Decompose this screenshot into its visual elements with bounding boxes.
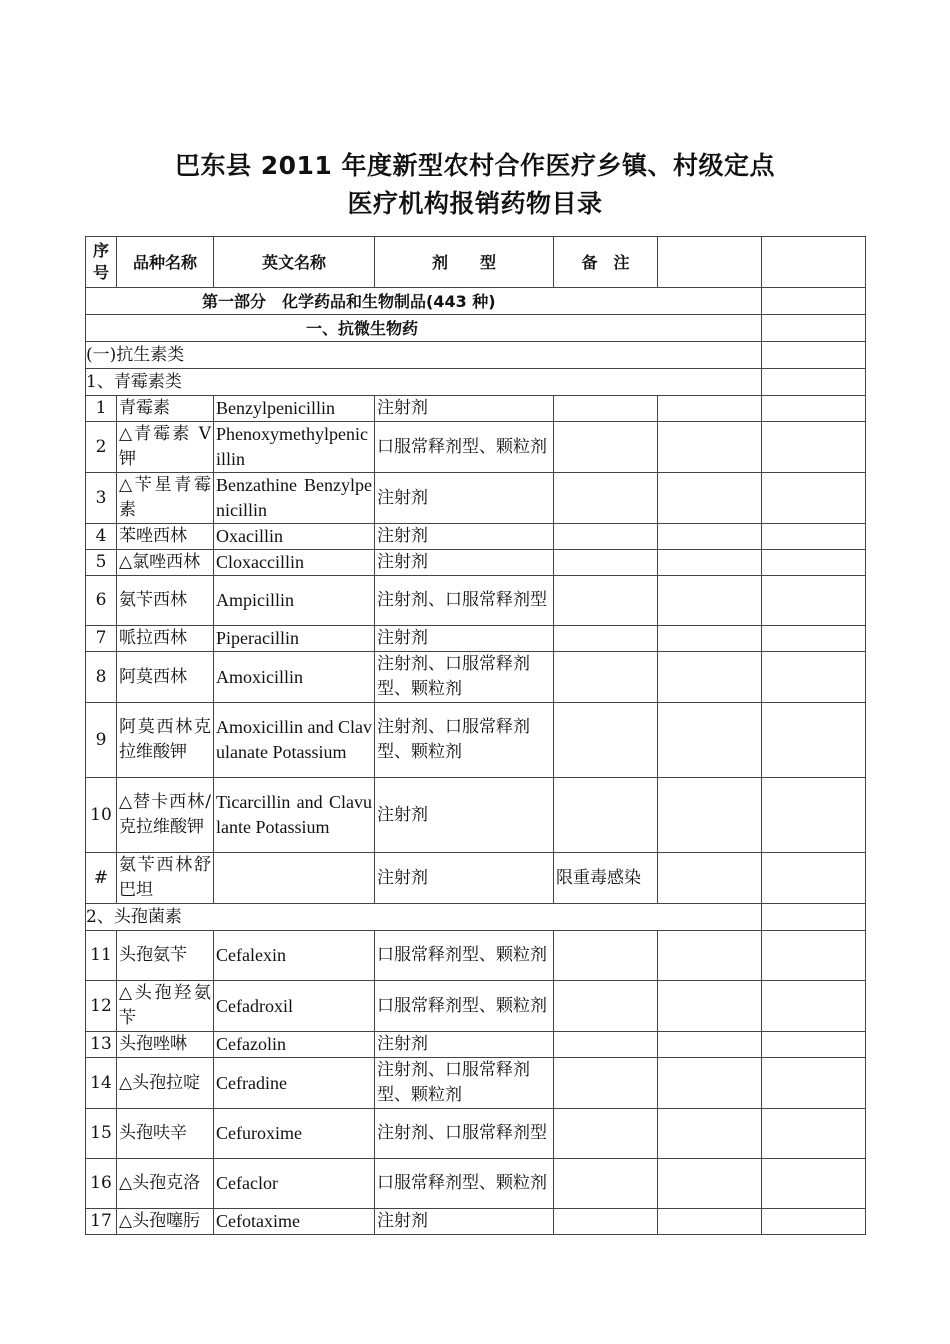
- table-row: [86, 1159, 866, 1209]
- row-name-cn: △头孢拉啶: [117, 1058, 214, 1109]
- row-note: [554, 981, 658, 1032]
- row-index: 16: [86, 1159, 117, 1209]
- row-note: [554, 1209, 658, 1235]
- drug-catalog-table: [85, 236, 866, 1235]
- section-row-sub1: [86, 342, 866, 369]
- row-name-cn: △苄星青霉素: [117, 473, 214, 524]
- table-header-row: [86, 237, 866, 288]
- row-blank-1: [658, 1109, 762, 1159]
- row-blank-2: [762, 778, 866, 853]
- row-blank-2: [762, 981, 866, 1032]
- row-name-cn: 氨苄西林: [117, 576, 214, 626]
- row-blank-2: [762, 422, 866, 473]
- row-blank-2: [762, 853, 866, 904]
- row-dosage-form: 口服常释剂型、颗粒剂: [375, 422, 554, 473]
- table-row: [86, 1032, 866, 1058]
- row-blank-1: [658, 853, 762, 904]
- table-row: [86, 1209, 866, 1235]
- row-index: 2: [86, 422, 117, 473]
- row-blank-2: [762, 703, 866, 778]
- table-row: [86, 981, 866, 1032]
- section-row-cat1: [86, 315, 866, 342]
- row-dosage-form: 注射剂: [375, 626, 554, 652]
- row-dosage-form: 注射剂: [375, 396, 554, 422]
- section-blank: [762, 369, 866, 396]
- row-name-en: Phenoxymethylpenicillin: [214, 422, 375, 473]
- table-row: [86, 778, 866, 853]
- row-blank-2: [762, 652, 866, 703]
- header-name-cn: 品种名称: [117, 237, 214, 288]
- row-dosage-form: 注射剂、口服常释剂型、颗粒剂: [375, 703, 554, 778]
- row-blank-2: [762, 473, 866, 524]
- row-name-cn: 阿莫西林: [117, 652, 214, 703]
- row-name-en: Benzathine Benzylpenicillin: [214, 473, 375, 524]
- row-index: 13: [86, 1032, 117, 1058]
- row-blank-1: [658, 524, 762, 550]
- table-row: [86, 422, 866, 473]
- row-note: [554, 524, 658, 550]
- row-blank-2: [762, 626, 866, 652]
- row-name-en: Amoxicillin and Clavulanate Potassium: [214, 703, 375, 778]
- row-name-cn: 头孢呋辛: [117, 1109, 214, 1159]
- row-index: 15: [86, 1109, 117, 1159]
- row-note: [554, 931, 658, 981]
- row-index: 11: [86, 931, 117, 981]
- section-cat1-title: 一、抗微生物药: [86, 315, 762, 342]
- row-blank-2: [762, 931, 866, 981]
- row-note: [554, 473, 658, 524]
- row-blank-1: [658, 576, 762, 626]
- table-row: [86, 1109, 866, 1159]
- row-blank-1: [658, 396, 762, 422]
- table-row: [86, 652, 866, 703]
- row-dosage-form: 注射剂: [375, 550, 554, 576]
- header-blank-2: [762, 237, 866, 288]
- row-name-cn: △青霉素 V钾: [117, 422, 214, 473]
- row-blank-1: [658, 931, 762, 981]
- table-row: [86, 473, 866, 524]
- row-index: 9: [86, 703, 117, 778]
- row-dosage-form: 口服常释剂型、颗粒剂: [375, 931, 554, 981]
- row-dosage-form: 注射剂、口服常释剂型: [375, 1109, 554, 1159]
- row-name-cn: 头孢唑啉: [117, 1032, 214, 1058]
- row-note: [554, 1032, 658, 1058]
- row-blank-2: [762, 1032, 866, 1058]
- row-dosage-form: 注射剂: [375, 778, 554, 853]
- row-index: 6: [86, 576, 117, 626]
- row-note: [554, 396, 658, 422]
- row-index: 1: [86, 396, 117, 422]
- row-name-cn: △氯唑西林: [117, 550, 214, 576]
- section-sub1-title: (一)抗生素类: [86, 342, 762, 369]
- row-index: 5: [86, 550, 117, 576]
- row-index: 17: [86, 1209, 117, 1235]
- row-blank-1: [658, 550, 762, 576]
- section-blank: [762, 315, 866, 342]
- row-blank-2: [762, 524, 866, 550]
- row-dosage-form: 注射剂: [375, 473, 554, 524]
- row-note: [554, 550, 658, 576]
- row-note: [554, 703, 658, 778]
- row-note: [554, 1109, 658, 1159]
- row-name-en: Cefazolin: [214, 1032, 375, 1058]
- table-row: [86, 931, 866, 981]
- row-name-en: [214, 853, 375, 904]
- row-blank-1: [658, 778, 762, 853]
- row-index: 12: [86, 981, 117, 1032]
- row-blank-1: [658, 1058, 762, 1109]
- row-name-en: Cefadroxil: [214, 981, 375, 1032]
- table-row: [86, 703, 866, 778]
- row-dosage-form: 口服常释剂型、颗粒剂: [375, 1159, 554, 1209]
- section-part1-title: 第一部分 化学药品和生物制品(443 种): [86, 288, 762, 315]
- table-row: [86, 576, 866, 626]
- row-dosage-form: 注射剂、口服常释剂型、颗粒剂: [375, 1058, 554, 1109]
- row-name-cn: 青霉素: [117, 396, 214, 422]
- row-name-cn: △替卡西林/克拉维酸钾: [117, 778, 214, 853]
- row-name-cn: 氨苄西林舒巴坦: [117, 853, 214, 904]
- row-blank-1: [658, 703, 762, 778]
- row-dosage-form: 注射剂: [375, 1209, 554, 1235]
- row-index: 8: [86, 652, 117, 703]
- row-name-cn: △头孢克洛: [117, 1159, 214, 1209]
- row-dosage-form: 注射剂: [375, 853, 554, 904]
- header-index: 序号: [86, 237, 117, 288]
- row-index: 10: [86, 778, 117, 853]
- row-name-en: Cefotaxime: [214, 1209, 375, 1235]
- section-blank: [762, 342, 866, 369]
- row-blank-2: [762, 550, 866, 576]
- row-blank-2: [762, 1209, 866, 1235]
- row-blank-1: [658, 1159, 762, 1209]
- row-blank-1: [658, 1209, 762, 1235]
- row-blank-1: [658, 981, 762, 1032]
- section-blank: [762, 288, 866, 315]
- row-note: [554, 576, 658, 626]
- row-name-en: Benzylpenicillin: [214, 396, 375, 422]
- row-name-cn: △头孢噻肟: [117, 1209, 214, 1235]
- table-row: [86, 853, 866, 904]
- document-title-line1: 巴东县 2011 年度新型农村合作医疗乡镇、村级定点: [175, 151, 775, 180]
- row-note: [554, 422, 658, 473]
- row-dosage-form: 口服常释剂型、颗粒剂: [375, 981, 554, 1032]
- table-row: [86, 524, 866, 550]
- section-row-group2: [86, 904, 866, 931]
- row-dosage-form: 注射剂、口服常释剂型: [375, 576, 554, 626]
- row-name-cn: 哌拉西林: [117, 626, 214, 652]
- row-name-cn: 阿莫西林克拉维酸钾: [117, 703, 214, 778]
- header-name-en: 英文名称: [214, 237, 375, 288]
- row-blank-2: [762, 1109, 866, 1159]
- row-blank-2: [762, 1159, 866, 1209]
- row-note: [554, 652, 658, 703]
- row-note: [554, 1159, 658, 1209]
- table-row: [86, 626, 866, 652]
- section-group2-title: 2、头孢菌素: [86, 904, 762, 931]
- header-blank-1: [658, 237, 762, 288]
- header-dosage-form: 剂 型: [375, 237, 554, 288]
- row-note: [554, 778, 658, 853]
- row-name-en: Piperacillin: [214, 626, 375, 652]
- section-row-group1: [86, 369, 866, 396]
- row-blank-1: [658, 422, 762, 473]
- section-row-part1: [86, 288, 866, 315]
- row-name-en: Oxacillin: [214, 524, 375, 550]
- row-index: #: [86, 853, 117, 904]
- row-name-en: Cefalexin: [214, 931, 375, 981]
- row-name-en: Ampicillin: [214, 576, 375, 626]
- row-index: 3: [86, 473, 117, 524]
- row-blank-1: [658, 626, 762, 652]
- row-blank-1: [658, 652, 762, 703]
- row-name-en: Amoxicillin: [214, 652, 375, 703]
- document-title-line2: 医疗机构报销药物目录: [347, 189, 603, 218]
- section-blank: [762, 904, 866, 931]
- row-note: [554, 626, 658, 652]
- row-name-en: Ticarcillin and Clavulante Potassium: [214, 778, 375, 853]
- row-index: 7: [86, 626, 117, 652]
- row-name-en: Cefaclor: [214, 1159, 375, 1209]
- row-blank-1: [658, 473, 762, 524]
- table-row: [86, 396, 866, 422]
- row-name-cn: 苯唑西林: [117, 524, 214, 550]
- row-note: [554, 1058, 658, 1109]
- row-blank-2: [762, 576, 866, 626]
- row-blank-2: [762, 1058, 866, 1109]
- row-index: 14: [86, 1058, 117, 1109]
- row-name-cn: 头孢氨苄: [117, 931, 214, 981]
- row-name-cn: △头孢羟氨苄: [117, 981, 214, 1032]
- row-name-en: Cefradine: [214, 1058, 375, 1109]
- header-note: 备 注: [554, 237, 658, 288]
- row-index: 4: [86, 524, 117, 550]
- row-name-en: Cloxaccillin: [214, 550, 375, 576]
- row-dosage-form: 注射剂、口服常释剂型、颗粒剂: [375, 652, 554, 703]
- table-row: [86, 1058, 866, 1109]
- row-name-en: Cefuroxime: [214, 1109, 375, 1159]
- table-row: [86, 550, 866, 576]
- row-dosage-form: 注射剂: [375, 524, 554, 550]
- row-blank-1: [658, 1032, 762, 1058]
- row-blank-2: [762, 396, 866, 422]
- row-dosage-form: 注射剂: [375, 1032, 554, 1058]
- section-group1-title: 1、青霉素类: [86, 369, 762, 396]
- row-note: 限重毒感染: [554, 853, 658, 904]
